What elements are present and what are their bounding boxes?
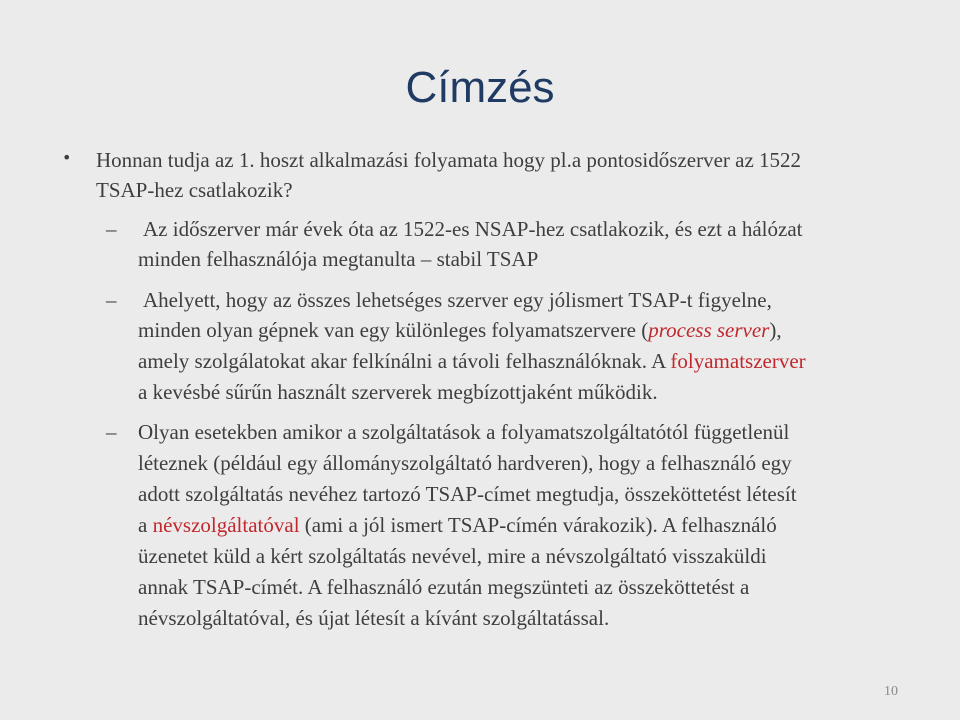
sub1-line-2: minden felhasználója megtanulta – stabil TSAP: [138, 247, 539, 271]
sub2-line-2-pre: minden olyan gépnek van egy különleges folyamatszervere (: [138, 318, 649, 342]
sub2-line-1: Ahelyett, hogy az összes lehetséges szerver egy jólismert TSAP-t figyelne,: [143, 288, 772, 312]
sub3-line-4: [138, 511, 777, 539]
sub3-line-6: annak TSAP-címét. A felhasználó ezután megszünteti az összeköttetést a: [138, 575, 750, 599]
sub3-line-4-pre: a: [138, 513, 153, 537]
page-number: 10: [884, 684, 898, 699]
nevszolgaltato-term: névszolgáltatóval: [152, 513, 300, 537]
dash-icon: –: [106, 288, 117, 312]
folyamatszerver-term: folyamatszerver: [670, 349, 806, 373]
sub1-line-1: Az időszerver már évek óta az 1522-es NSAP-hez csatlakozik, és ezt a hálózat: [143, 217, 803, 241]
sub3-line-7: névszolgáltatóval, és újat létesít a kívánt szolgáltatással.: [138, 606, 610, 630]
sub3-line-3: adott szolgáltatás nevéhez tartozó TSAP-címet megtudja, összeköttetést létesít: [138, 482, 797, 506]
slide-title: Címzés: [405, 63, 555, 112]
sub3-line-4-post: (ami a jól ismert TSAP-címén várakozik). A felhasználó: [299, 513, 777, 537]
process-server-term: process server: [648, 318, 770, 342]
sub2-line-3-pre: amely szolgálatokat akar felkínálni a távoli felhasználóknak. A: [138, 349, 671, 373]
sub3-line-1: Olyan esetekben amikor a szolgáltatások a folyamatszolgáltatótól függetlenül: [138, 420, 790, 444]
sub3-line-2: léteznek (például egy állományszolgáltató hardveren), hogy a felhasználó egy: [138, 451, 792, 475]
bullet-line-2: TSAP-hez csatlakozik?: [96, 178, 293, 202]
sub2-line-4: a kevésbé sűrűn használt szerverek megbízottjaként működik.: [138, 380, 658, 404]
dash-icon: –: [106, 420, 117, 444]
sub3-line-5: üzenetet küld a kért szolgáltatás nevével, mire a névszolgáltató visszaküldi: [138, 544, 767, 568]
sub2-line-2-post: ),: [769, 318, 782, 342]
bullet-icon: •: [62, 148, 72, 167]
dash-icon: –: [106, 217, 117, 241]
sub2-line-2: [138, 316, 782, 344]
sub2-line-3: [138, 347, 806, 375]
bullet-line-1: Honnan tudja az 1. hoszt alkalmazási folyamata hogy pl.a pontosidőszerver az 1522: [96, 148, 802, 172]
